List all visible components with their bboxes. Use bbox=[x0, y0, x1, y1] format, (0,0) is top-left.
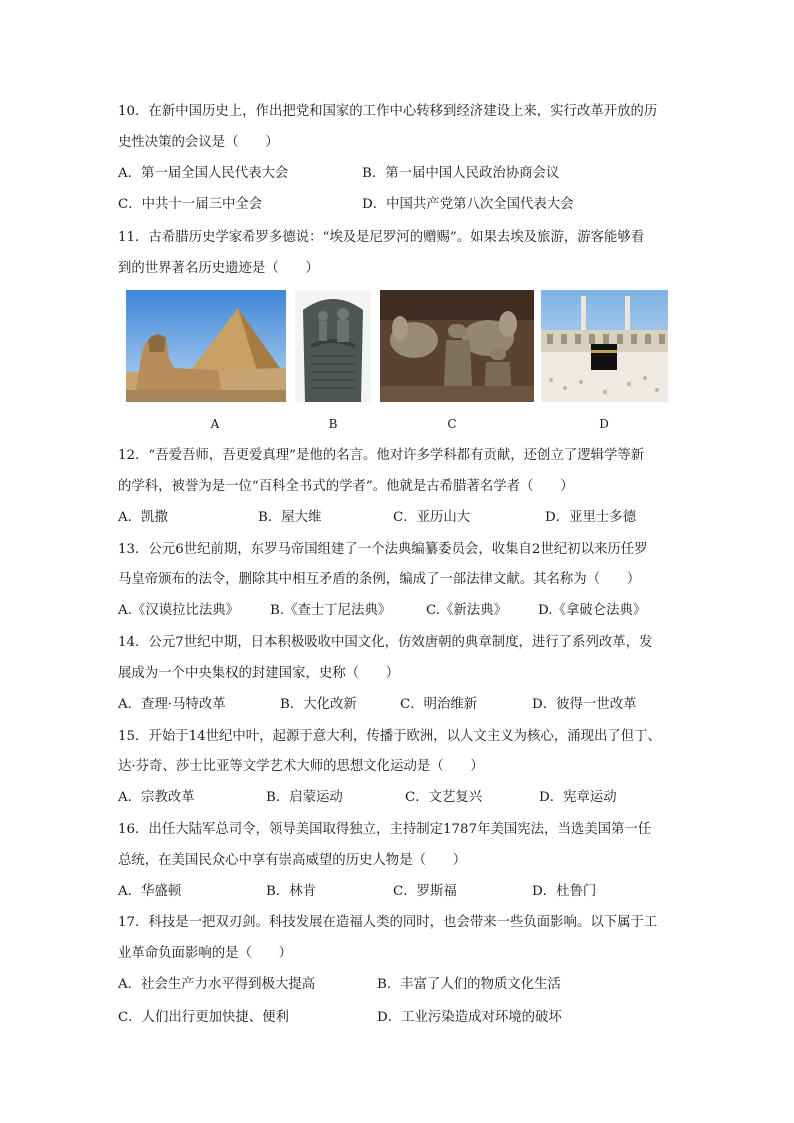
question-10-line-2: 史性决策的会议是（ ） bbox=[118, 135, 279, 150]
option-14-c: C．明治维新 bbox=[400, 697, 478, 712]
option-16-c: C．罗斯福 bbox=[393, 884, 457, 899]
option-10-b: B．第一届中国人民政治协商会议 bbox=[362, 166, 560, 181]
question-13-line-2: 马皇帝颁布的法令，删除其中相互矛盾的条例，编成了一部法律文献。其名称为（ ） bbox=[118, 572, 641, 587]
option-17-c: C．人们出行更加快捷、便利 bbox=[118, 1010, 289, 1025]
option-10-d: D．中国共产党第八次全国代表大会 bbox=[362, 197, 574, 212]
question-17-line-2: 业革命负面影响的是（ ） bbox=[118, 946, 293, 961]
option-17-d: D．工业污染造成对环境的破坏 bbox=[377, 1010, 562, 1025]
option-13-c: C.《新法典》 bbox=[426, 603, 507, 618]
question-16-line-1: 16．出任大陆军总司令，领导美国取得独立，主持制定1787年美国宪法，当选美国第一任 bbox=[118, 822, 652, 837]
question-14-line-1: 14．公元7世纪中期，日本积极吸收中国文化，仿效唐朝的典章制度，进行了系列改革，发 bbox=[118, 635, 653, 650]
option-15-d: D．宪章运动 bbox=[539, 790, 617, 805]
pyramid-sphinx-image bbox=[126, 290, 286, 402]
option-16-b: B．林肯 bbox=[266, 884, 317, 899]
option-10-c: C．中共十一届三中全会 bbox=[118, 197, 263, 212]
option-15-c: C．文艺复兴 bbox=[405, 790, 483, 805]
image-caption-c: C bbox=[447, 417, 457, 431]
question-12-line-1: 12．“吾爱吾师，吾更爱真理”是他的名言。他对许多学科都有贡献，还创立了逻辑学等新 bbox=[118, 448, 645, 463]
question-11-line-1: 11．古希腊历史学家希罗多德说：“埃及是尼罗河的赠赐”。如果去埃及旅游，游客能够看 bbox=[118, 230, 645, 245]
option-10-a: A．第一届全国人民代表大会 bbox=[118, 166, 289, 181]
option-15-a: A．宗教改革 bbox=[118, 790, 195, 805]
option-13-d: D.《拿破仑法典》 bbox=[538, 603, 647, 618]
question-12-line-2: 的学科，被誉为是一位“百科全书式的学者”。他就是古希腊著名学者（ ） bbox=[118, 479, 574, 494]
option-14-b: B．大化改新 bbox=[280, 697, 357, 712]
question-14-line-2: 展成为一个中央集权的封建国家，史称（ ） bbox=[118, 666, 400, 681]
question-15-line-1: 15．开始于14世纪中叶，起源于意大利，传播于欧洲，以人文主义为核心，涌现出了但丁、 bbox=[118, 729, 661, 744]
option-17-a: A．社会生产力水平得到极大提高 bbox=[118, 977, 316, 992]
option-17-b: B．丰富了人们的物质文化生活 bbox=[377, 977, 561, 992]
option-14-a: A．查理·马特改革 bbox=[118, 697, 226, 712]
option-13-b: B.《查士丁尼法典》 bbox=[270, 603, 392, 618]
option-16-a: A．华盛顿 bbox=[118, 884, 182, 899]
question-17-line-1: 17．科技是一把双刃剑。科技发展在造福人类的同时，也会带来一些负面影响。以下属于工 bbox=[118, 915, 658, 930]
image-caption-b: B bbox=[328, 417, 338, 431]
image-caption-d: D bbox=[599, 417, 609, 431]
option-12-b: B．屋大维 bbox=[258, 510, 322, 525]
option-16-d: D．杜鲁门 bbox=[532, 884, 597, 899]
question-11-line-2: 到的世界著名历史遗迹是（ ） bbox=[118, 261, 319, 276]
option-15-b: B．启蒙运动 bbox=[266, 790, 343, 805]
image-caption-a: A bbox=[210, 417, 220, 431]
hammurabi-stele-image bbox=[295, 290, 371, 402]
option-12-d: D．亚里士多德 bbox=[545, 510, 637, 525]
question-13-line-1: 13．公元6世纪前期，东罗马帝国组建了一个法典编纂委员会，收集自2世纪初以来历任罗 bbox=[118, 542, 648, 557]
option-12-c: C．亚历山大 bbox=[393, 510, 471, 525]
terracotta-warriors-image bbox=[380, 290, 534, 402]
option-12-a: A．凯撒 bbox=[118, 510, 168, 525]
option-13-a: A.《汉谟拉比法典》 bbox=[118, 603, 240, 618]
question-16-line-2: 总统，在美国民众心中享有崇高威望的历史人物是（ ） bbox=[118, 853, 467, 868]
question-10-line-1: 10．在新中国历史上，作出把党和国家的工作中心转移到经济建设上来，实行改革开放的历 bbox=[118, 104, 658, 119]
question-15-line-2: 达·芬奇、莎士比亚等文学艺术大师的思想文化运动是（ ） bbox=[118, 759, 484, 774]
kaaba-mecca-image bbox=[541, 290, 668, 402]
option-14-d: D．彼得一世改革 bbox=[532, 697, 637, 712]
